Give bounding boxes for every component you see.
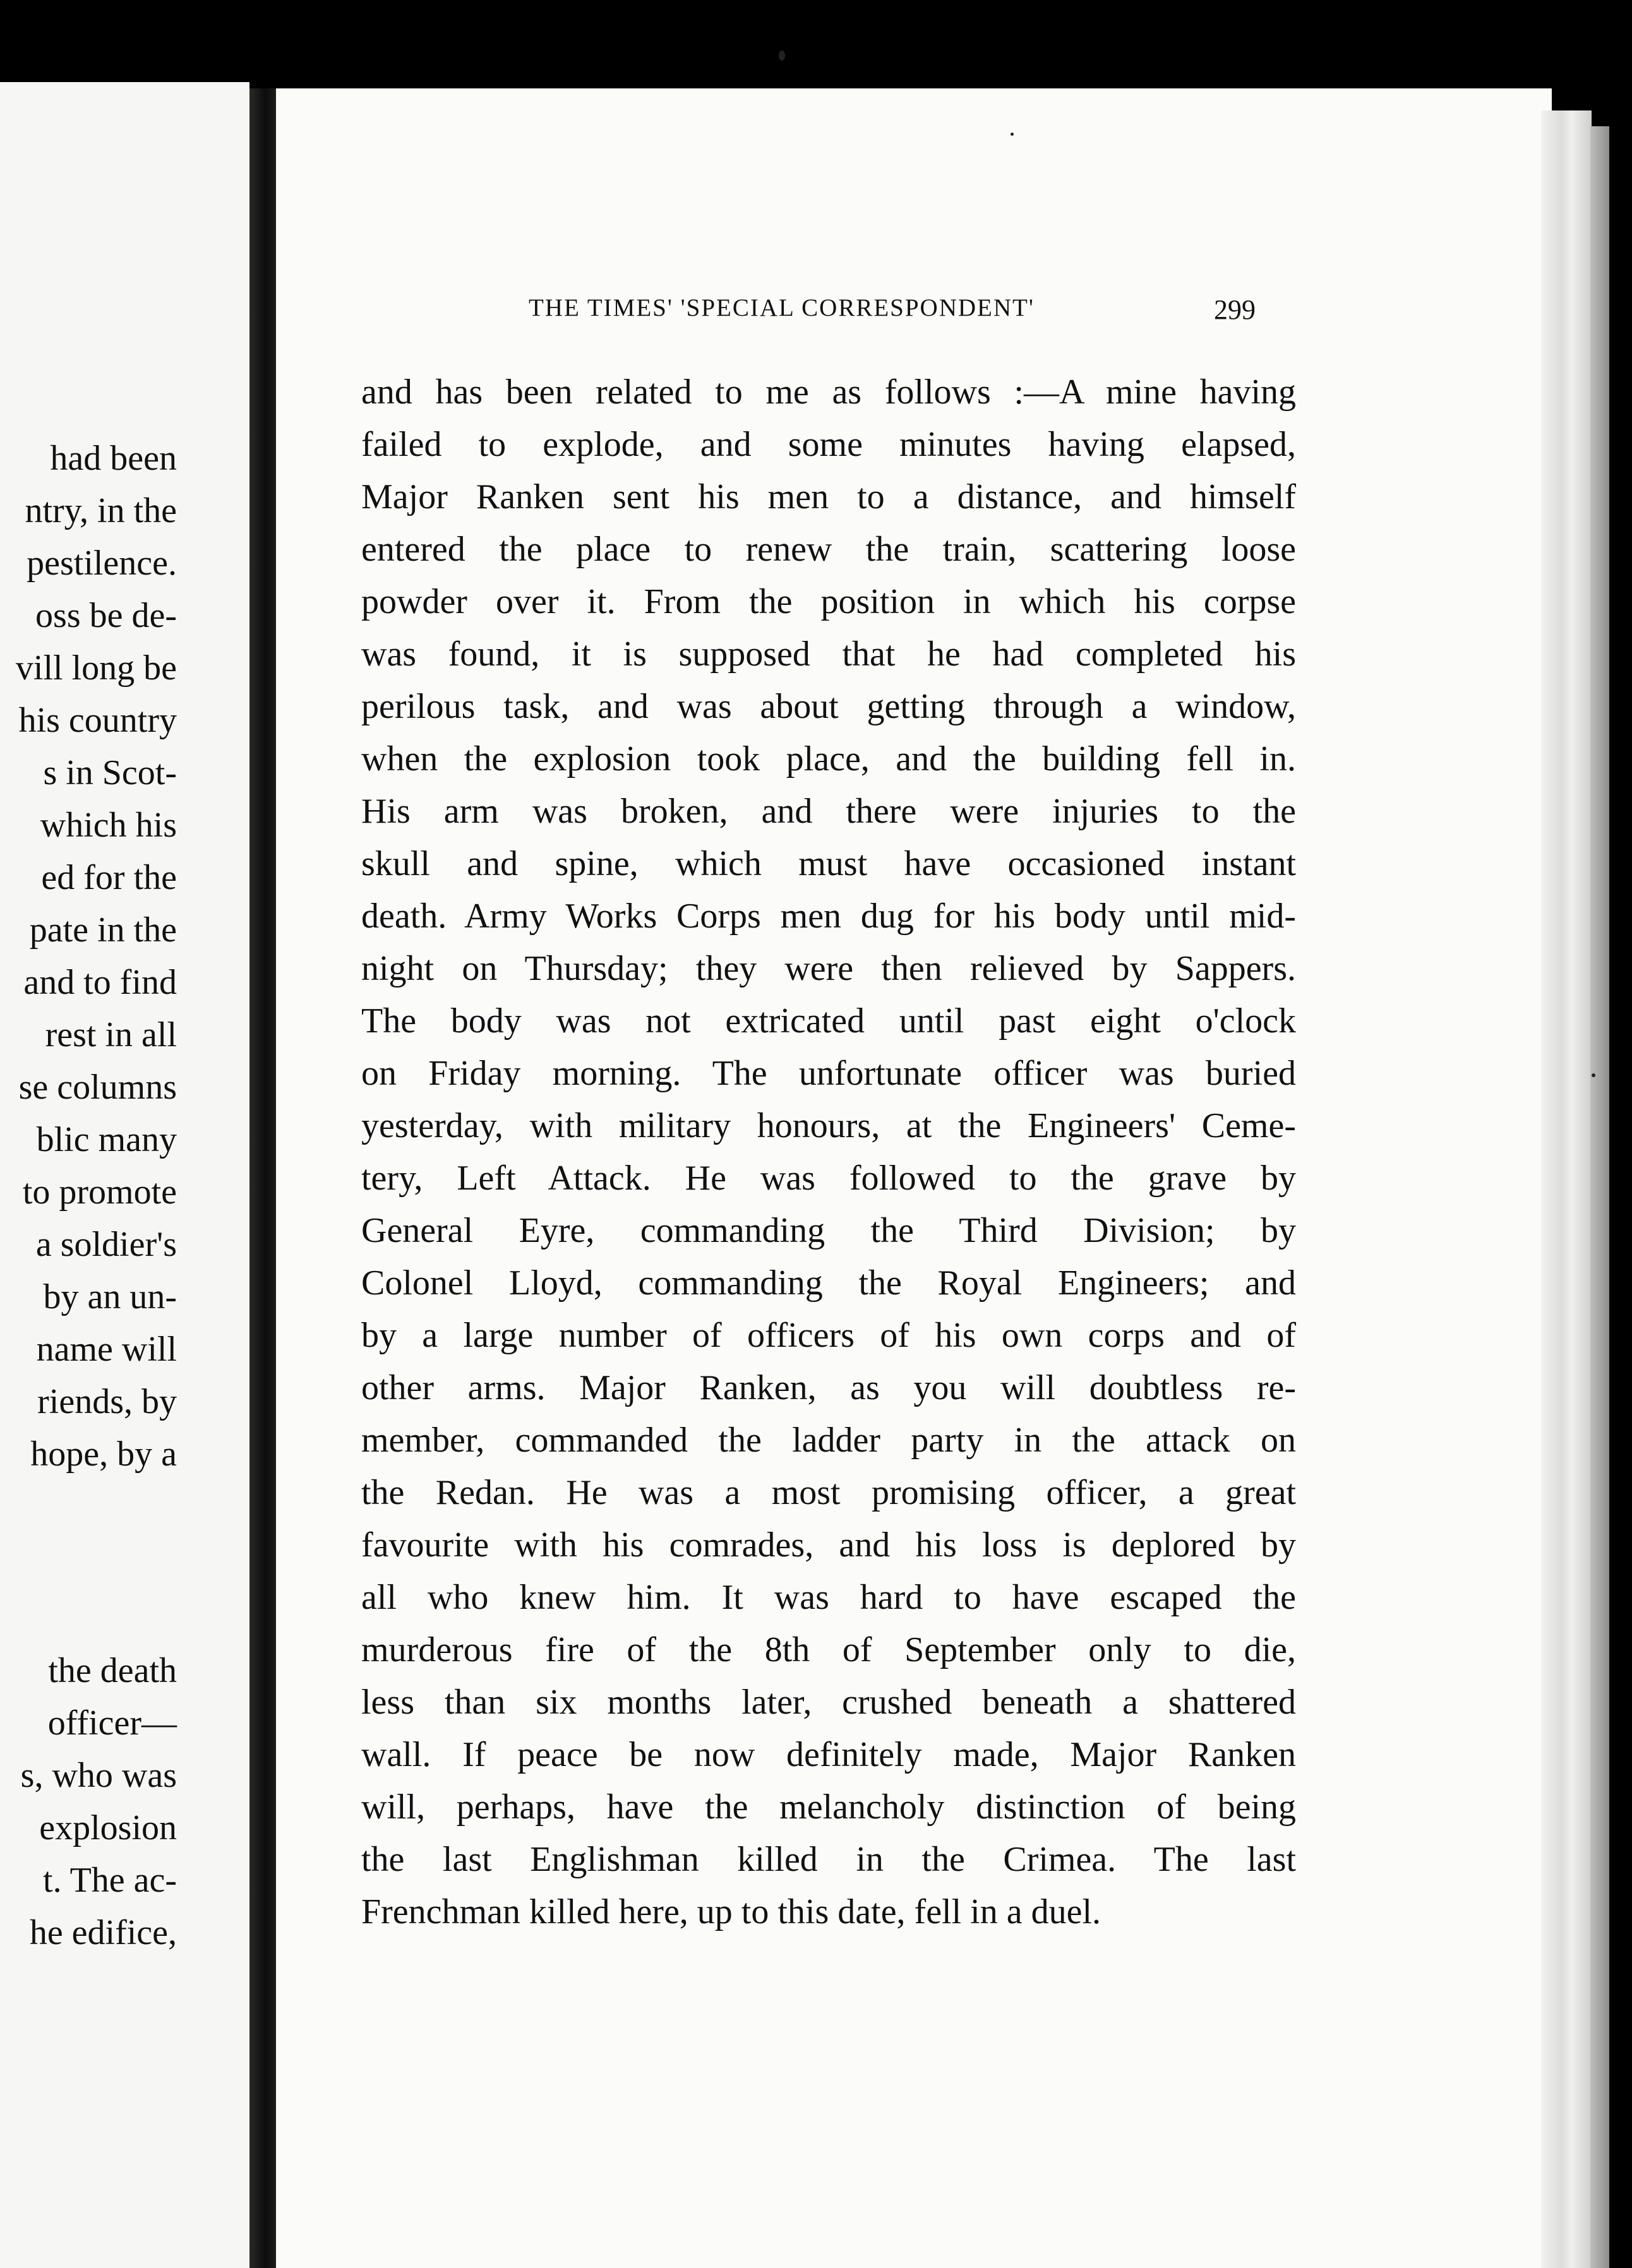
running-head: THE TIMES' 'SPECIAL CORRESPONDENT' [529, 294, 1035, 321]
text-line: the Redan. He was a most promising officer, a great [361, 1473, 1296, 1512]
left-line: name will [36, 1330, 177, 1369]
text-line: failed to explode, and some minutes having elapsed, [361, 425, 1296, 464]
left-line: s, who was [20, 1756, 177, 1795]
page-edge [1541, 110, 1592, 2268]
text-line: when the explosion took place, and the building fell in. [361, 739, 1296, 779]
left-line: his country [18, 701, 177, 740]
page-number: 299 [1214, 294, 1256, 325]
left-line: pate in the [29, 910, 177, 950]
text-line: Major Ranken sent his men to a distance, and himself [361, 477, 1296, 516]
scan-speck [1592, 1073, 1595, 1077]
left-line: to promote [22, 1173, 177, 1212]
left-line: officer— [47, 1704, 177, 1743]
book-gutter [249, 88, 276, 2268]
left-line: which his [40, 806, 177, 845]
text-line: member, commanded the ladder party in the attack on [361, 1421, 1296, 1460]
left-line: riends, by [37, 1382, 177, 1421]
left-line: he edifice, [29, 1913, 177, 1952]
text-line: General Eyre, commanding the Third Division; by [361, 1211, 1296, 1250]
text-line: skull and spine, which must have occasioned instant [361, 844, 1296, 883]
left-line: vill long be [15, 648, 177, 688]
left-line: and to find [23, 963, 177, 1002]
body-text [361, 366, 1296, 1938]
left-line: ed for the [41, 858, 177, 897]
text-line: night on Thursday; they were then relieved by Sappers. [361, 949, 1296, 988]
left-line: oss be de- [35, 596, 177, 635]
text-line: yesterday, with military honours, at the Engineers' Ceme- [361, 1106, 1296, 1145]
text-line: entered the place to renew the train, scattering loose [361, 530, 1296, 569]
text-line: all who knew him. It was hard to have escaped the [361, 1578, 1296, 1617]
left-line: had been [50, 439, 177, 478]
text-line: Frenchman killed here, up to this date, fell in a duel. [361, 1892, 1101, 1931]
left-line: se columns [18, 1068, 177, 1107]
text-line: favourite with his comrades, and his loss is deplored by [361, 1525, 1296, 1565]
page-edge-shadow [1590, 126, 1609, 2268]
left-line: explosion [39, 1808, 177, 1847]
left-line: a soldier's [35, 1225, 177, 1264]
left-line: s in Scot- [43, 753, 177, 792]
text-line: other arms. Major Ranken, as you will doubtless re- [361, 1368, 1296, 1407]
left-line: the death [48, 1651, 177, 1690]
text-line: by a large number of officers of his own corps and of [361, 1316, 1296, 1355]
text-line: the last Englishman killed in the Crimea. The last [361, 1840, 1296, 1879]
text-line: tery, Left Attack. He was followed to the grave by [361, 1159, 1296, 1198]
left-page [0, 82, 249, 2268]
text-line: wall. If peace be now definitely made, Major Ranken [361, 1735, 1296, 1774]
text-line: murderous fire of the 8th of September only to die, [361, 1630, 1296, 1669]
text-line: will, perhaps, have the melancholy distinction of being [361, 1788, 1296, 1827]
scan-speck [1011, 133, 1014, 136]
text-line: less than six months later, crushed beneath a shattered [361, 1683, 1296, 1722]
left-line: pestilence. [27, 544, 177, 583]
text-line: perilous task, and was about getting through a window, [361, 687, 1296, 726]
left-line: by an un- [43, 1277, 177, 1316]
left-page-text [0, 433, 177, 1959]
text-line: death. Army Works Corps men dug for his body until mid- [361, 897, 1296, 936]
left-line: ntry, in the [25, 491, 177, 530]
text-line: Colonel Lloyd, commanding the Royal Engineers; and [361, 1263, 1296, 1303]
text-line: and has been related to me as follows :—A mine having [361, 373, 1296, 412]
left-line: rest in all [45, 1015, 177, 1054]
text-line: The body was not extricated until past eight o'clock [361, 1001, 1296, 1041]
left-page-gap [0, 1481, 177, 1645]
text-line: was found, it is supposed that he had completed his [361, 635, 1296, 674]
left-line: blic many [36, 1120, 177, 1159]
text-line: powder over it. From the position in which his corpse [361, 582, 1296, 621]
scan-speck [779, 51, 785, 61]
text-line: on Friday morning. The unfortunate officer was buried [361, 1054, 1296, 1093]
text-line: His arm was broken, and there were injuries to the [361, 792, 1296, 831]
left-line: t. The ac- [43, 1861, 177, 1900]
left-line: hope, by a [30, 1435, 177, 1474]
